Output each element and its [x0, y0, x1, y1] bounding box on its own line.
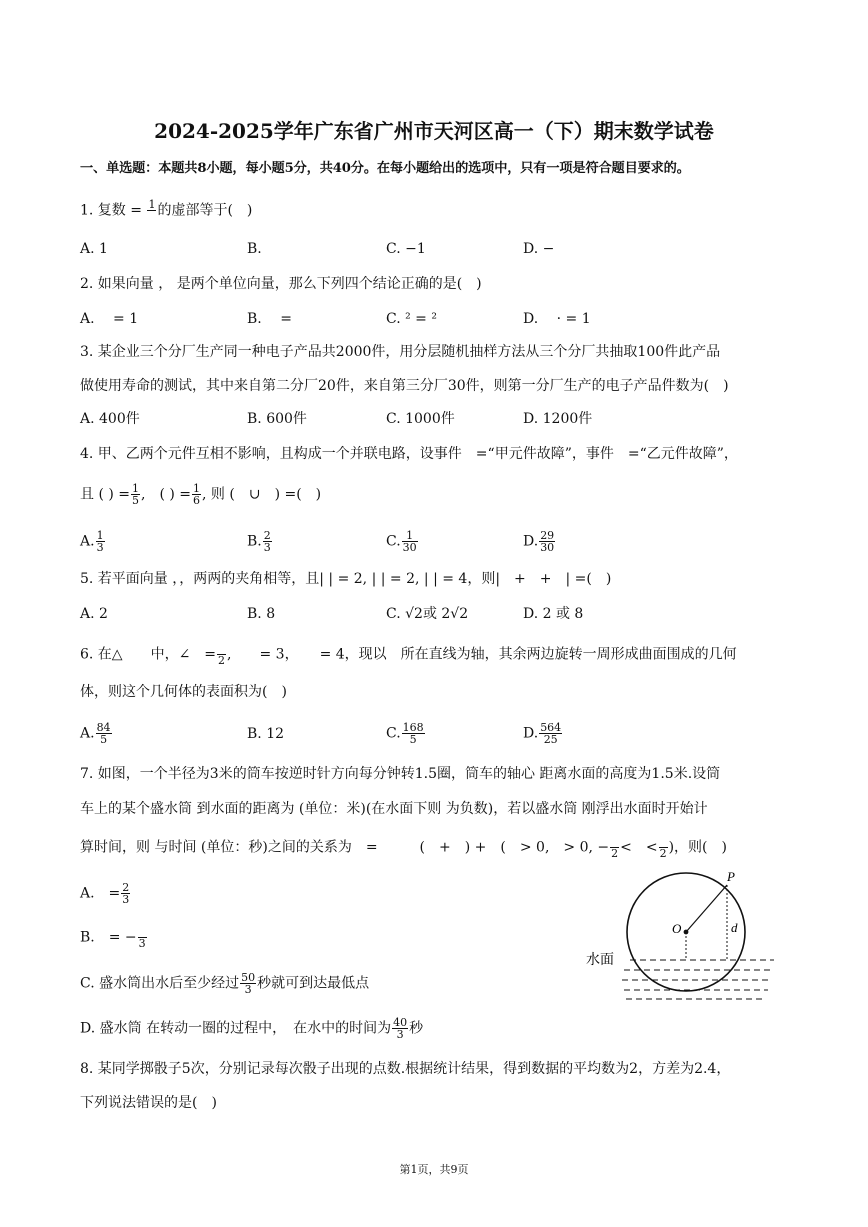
option-b: B. 600件 — [247, 411, 307, 427]
option-b: B. 12 — [247, 726, 285, 742]
question-7-line-1: 7. 如图，一个半径为3米的筒车按逆时针方向每分钟转1.5圈，筒车的轴心 距离水面的高度为1.5米.设筒 — [80, 766, 721, 782]
option-b: B. = − 3 — [80, 926, 148, 949]
option-c: C. $\frac{168}{5}$ — [386, 721, 424, 746]
page-footer: 第1页，共9页 — [399, 1163, 469, 1176]
option-b: B. $\frac{2}{3}$ — [247, 529, 271, 554]
axis-point — [684, 930, 689, 935]
option-d: D. 盛水筒 在转动一圈的过程中， 在水中的时间为 $\frac{40}{3}$ 秒 — [80, 1016, 424, 1041]
option-d: D. · = 1 — [523, 311, 591, 327]
question-1-stem: 1. 复数 = 1 的虚部等于( ) — [80, 199, 252, 222]
fraction: $\frac{1}{5}$ — [132, 482, 140, 507]
question-8-line-2: 下列说法错误的是( ) — [80, 1095, 217, 1111]
option-a: A. = 1 — [80, 311, 139, 327]
option-d: D. − — [523, 241, 555, 257]
option-a: A. = $\frac{2}{3}$ — [80, 881, 130, 906]
question-4-line-1: 4. 甲、乙两个元件互相不影响，且构成一个并联电路，设事件 =“甲元件故障”，事件 =“乙元件故障”， — [80, 446, 738, 462]
page-title: 2024-2025学年广东省广州市天河区高一（下）期末数学试卷 — [154, 119, 714, 143]
option-c: C. 1000件 — [386, 411, 455, 427]
option-a: A. 400件 — [80, 411, 140, 427]
option-d: D. $\frac{29}{30}$ — [523, 529, 555, 554]
option-c: C. ² = ² — [386, 311, 437, 327]
option-a: A. $\frac{1}{3}$ — [80, 529, 104, 554]
option-a: A. 2 — [80, 606, 108, 622]
option-d: D. $\frac{564}{25}$ — [523, 721, 562, 746]
fraction: $\frac{1}{6}$ — [193, 482, 201, 507]
label-o: O — [672, 921, 682, 936]
option-b: B. — [247, 241, 262, 257]
water-wheel-diagram — [586, 868, 786, 1008]
option-a: A. $\frac{84}{5}$ — [80, 721, 111, 746]
question-6-line-2: 体，则这个几何体的表面积为( ) — [80, 684, 287, 700]
question-6-line-1: 6. 在△ 中，∠ = 2 , = 3， = 4，现以 所在直线为轴，其余两边旋转一周形成曲面围成的几何 — [80, 643, 737, 666]
option-c: C. −1 — [386, 241, 426, 257]
fraction: 2 — [659, 836, 668, 859]
water-wheel-figure — [586, 868, 786, 1008]
option-b: B. 8 — [247, 606, 276, 622]
option-a: A. 1 — [80, 241, 108, 257]
question-7-line-3: 算时间，则 与时间 (单位：秒)之间的关系为 = ( + ) + ( > 0, > 0, − 2 < < 2 )，则( ) — [80, 836, 727, 859]
water-surface-lines — [622, 960, 774, 999]
question-5-stem: 5. 若平面向量 ，，两两的夹角相等，且| | = 2, | | = 2, | | = 4，则| + + | =( ) — [80, 571, 612, 587]
question-7-line-2: 车上的某个盛水筒 到水面的距离为 (单位：米)(在水面下则 为负数)，若以盛水筒 刚浮出水面时开始计 — [80, 801, 708, 817]
option-c: C. √2或 2√2 — [386, 606, 469, 622]
option-c: C. 盛水筒出水后至少经过 $\frac{50}{3}$ 秒就可到达最低点 — [80, 971, 370, 996]
section-heading: 一、单选题：本题共8小题，每小题5分，共40分。在每小题给出的选项中，只有一项是符合题目要求的。 — [80, 161, 690, 176]
label-p: P — [727, 869, 735, 884]
question-3-line-1: 3. 某企业三个分厂生产同一种电子产品共2000件，用分层随机抽样方法从三个分厂共抽取100件此产品 — [80, 344, 721, 360]
label-water-surface: 水面 — [586, 952, 614, 968]
option-c: C. $\frac{1}{30}$ — [386, 529, 417, 554]
label-d: d — [731, 920, 738, 935]
question-2-stem: 2. 如果向量 ， 是两个单位向量，那么下列四个结论正确的是( ) — [80, 276, 482, 292]
question-8-line-1: 8. 某同学掷骰子5次，分别记录每次骰子出现的点数.根据统计结果，得到数据的平均数为2，方差为2.4， — [80, 1061, 731, 1077]
radius-line — [686, 885, 727, 932]
option-b: B. = — [247, 311, 292, 327]
question-3-line-2: 做使用寿命的测试，其中来自第二分厂20件，来自第三分厂30件，则第一分厂生产的电子产品件数为( ) — [80, 378, 729, 394]
question-4-line-2: 且 ( ) = $\frac{1}{5}$ , ( ) = $\frac{1}{6}$ , 则 ( ∪ ) =( ) — [80, 482, 322, 507]
option-d: D. 1200件 — [523, 411, 593, 427]
fraction: 2 — [217, 643, 226, 666]
fraction: 1 — [148, 198, 156, 211]
fraction: 2 — [610, 836, 619, 859]
option-d: D. 2 或 8 — [523, 606, 584, 622]
